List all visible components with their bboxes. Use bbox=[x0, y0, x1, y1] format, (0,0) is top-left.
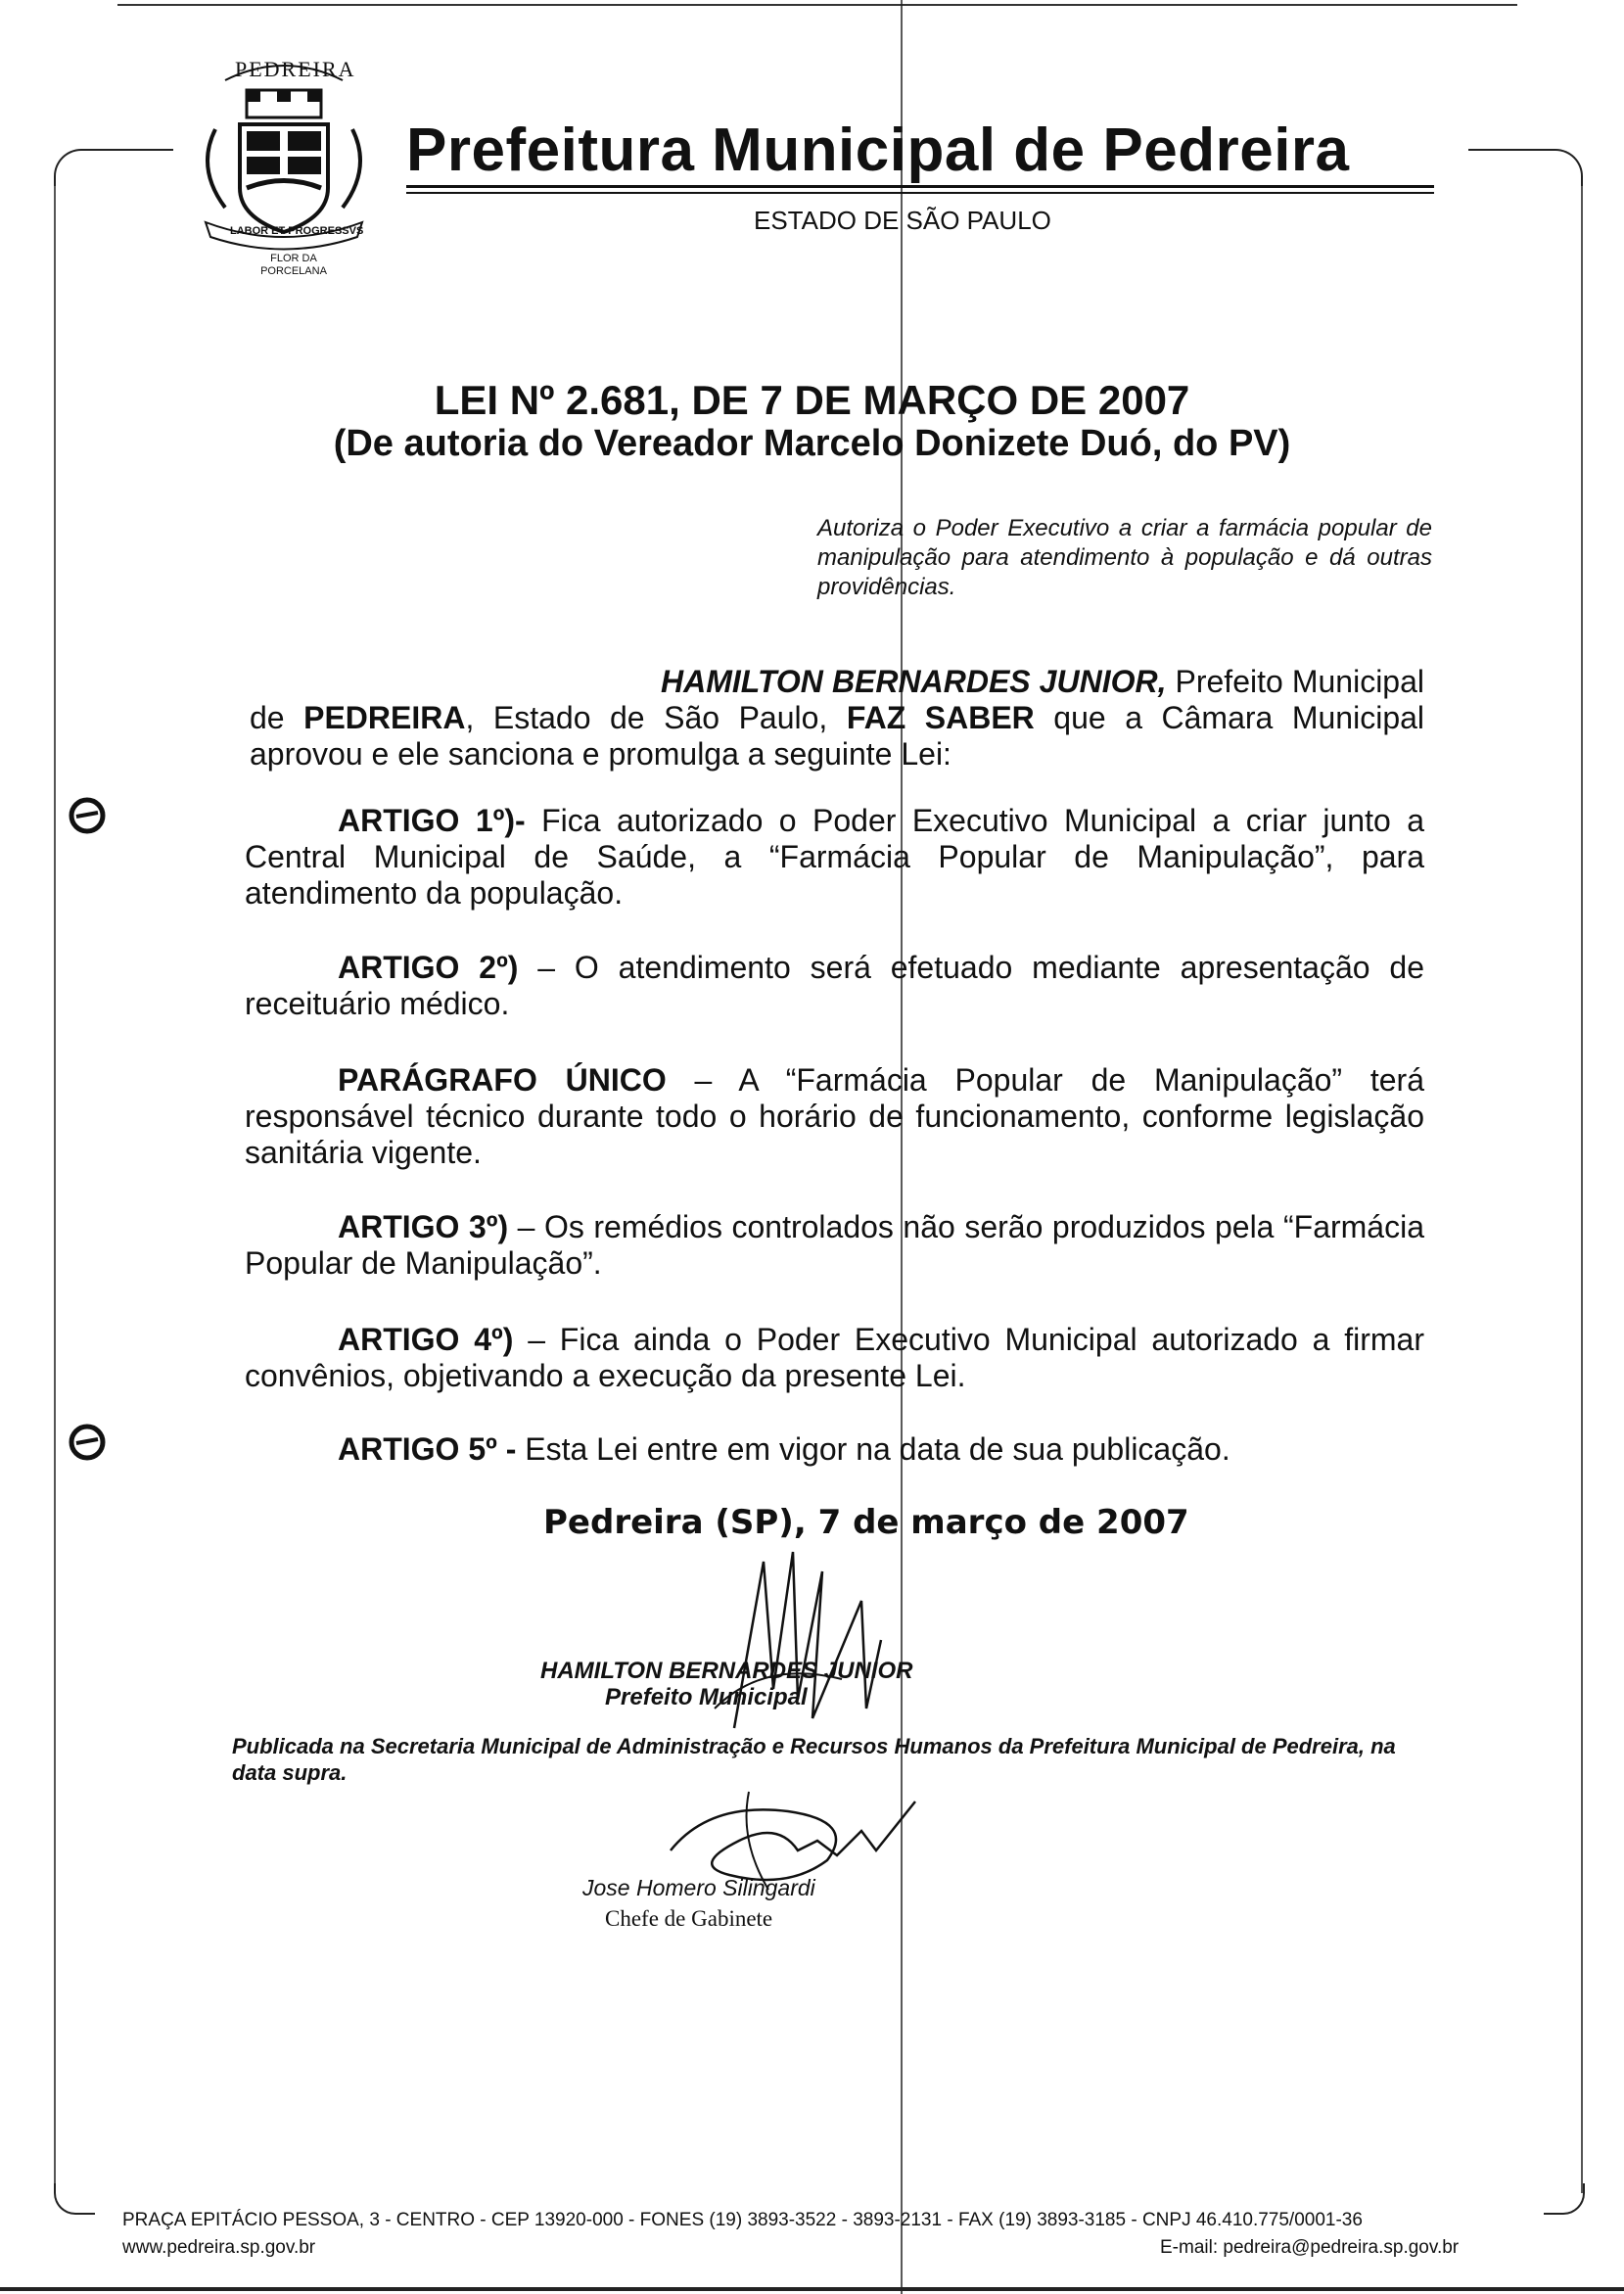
footer-email[interactable]: E-mail: pedreira@pedreira.sp.gov.br bbox=[1160, 2237, 1460, 2258]
scan-bottom-line bbox=[0, 2287, 1624, 2291]
footer-address: PRAÇA EPITÁCIO PESSOA, 3 - CENTRO - CEP 13920-000 - FONES (19) 3893-3522 - 3893-2131 - FAX (19) 3893-3185 - CNPJ 46.410.775/0001-36 bbox=[122, 2210, 1363, 2230]
article-label: ARTIGO 3º) bbox=[338, 1209, 509, 1244]
article-5 bbox=[245, 1431, 1424, 1468]
city-name: PEDREIRA bbox=[303, 700, 466, 735]
publication-note: Publicada na Secretaria Municipal de Administração e Recursos Humanos da Prefeitura Municipal de Pedreira, na data supra. bbox=[232, 1734, 1396, 1785]
footer-website[interactable]: www.pedreira.sp.gov.br bbox=[122, 2237, 316, 2258]
law-ementa: Autoriza o Poder Executivo a criar a farmácia popular de manipulação para atendimento à população e dá outras providências. bbox=[817, 515, 1432, 600]
article-label: ARTIGO 1º)- bbox=[338, 803, 526, 838]
article-label: ARTIGO 5º - bbox=[338, 1431, 517, 1467]
article-1 bbox=[245, 803, 1424, 912]
margin-mark-icon bbox=[67, 1422, 108, 1463]
article-text: – A “Farmácia Popular de Manipulação” terá responsável técnico durante todo o horário de funcionamento, conforme legislação sanitária vigente. bbox=[245, 1062, 1425, 1170]
crest-motto: LABOR ET PROGRESSVS bbox=[230, 225, 364, 237]
secretary-role: Chefe de Gabinete bbox=[605, 1906, 773, 1931]
article-label: PARÁGRAFO ÚNICO bbox=[338, 1062, 667, 1098]
faz-saber: FAZ SABER bbox=[846, 700, 1035, 735]
law-subtitle: (De autoria do Vereador Marcelo Donizete Duó, do PV) bbox=[333, 423, 1291, 464]
scan-top-line bbox=[117, 4, 1517, 6]
frame-left-border bbox=[54, 186, 56, 2193]
law-title: LEI Nº 2.681, DE 7 DE MARÇO DE 2007 bbox=[434, 377, 1190, 423]
crest-top-text: PEDREIRA bbox=[235, 57, 356, 81]
article-text: – Fica ainda o Poder Executivo Municipal autorizado a firmar convênios, objetivando a execução da presente Lei. bbox=[245, 1322, 1425, 1393]
frame-corner-top-left bbox=[54, 149, 173, 190]
date-line: Pedreira (SP), 7 de março de 2007 bbox=[543, 1503, 1189, 1542]
frame-corner-bottom-right bbox=[1544, 2183, 1585, 2215]
preamble-text-3: que a Câmara Municipal aprovou e ele sanciona e promulga a seguinte Lei: bbox=[250, 700, 1425, 772]
crest-bottom-text: FLOR DA PORCELANA bbox=[260, 253, 327, 277]
article-text: – Os remédios controlados não serão produzidos pela “Farmácia Popular de Manipulação”. bbox=[245, 1209, 1425, 1281]
preamble-text-2: , Estado de São Paulo, bbox=[465, 700, 847, 735]
city-crest bbox=[186, 57, 382, 286]
article-3 bbox=[245, 1209, 1424, 1282]
title-rule-thin bbox=[406, 192, 1434, 194]
frame-right-border bbox=[1581, 186, 1583, 2193]
signer-role: Prefeito Municipal bbox=[605, 1684, 808, 1710]
title-rule bbox=[406, 185, 1434, 188]
article-label: ARTIGO 4º) bbox=[338, 1322, 514, 1357]
article-text: Esta Lei entre em vigor na data de sua publicação. bbox=[516, 1431, 1230, 1467]
signer-name: HAMILTON BERNARDES JUNIOR bbox=[540, 1658, 913, 1684]
frame-corner-top-right bbox=[1468, 149, 1583, 190]
mayor-name: HAMILTON BERNARDES JUNIOR, bbox=[661, 664, 1167, 699]
article-text: – O atendimento será efetuado mediante apresentação de receituário médico. bbox=[245, 950, 1425, 1021]
frame-corner-bottom-left bbox=[54, 2183, 95, 2215]
page-title: Prefeitura Municipal de Pedreira bbox=[406, 117, 1350, 184]
article-2 bbox=[245, 950, 1424, 1022]
preamble-paragraph bbox=[250, 664, 1424, 772]
secretary-name: Jose Homero Silingardi bbox=[582, 1875, 815, 1900]
margin-mark-icon bbox=[67, 795, 108, 836]
article-text: Fica autorizado o Poder Executivo Municipal a criar junto a Central Municipal de Saúde, a “Farmácia Popular de Manipulação”, para atendimento da população. bbox=[245, 803, 1425, 911]
paragrafo-unico bbox=[245, 1062, 1424, 1171]
article-4 bbox=[245, 1322, 1424, 1394]
preamble-text-1: Prefeito Municipal de bbox=[250, 664, 1424, 735]
article-label: ARTIGO 2º) bbox=[338, 950, 519, 985]
state-subtitle: ESTADO DE SÃO PAULO bbox=[754, 206, 1051, 235]
